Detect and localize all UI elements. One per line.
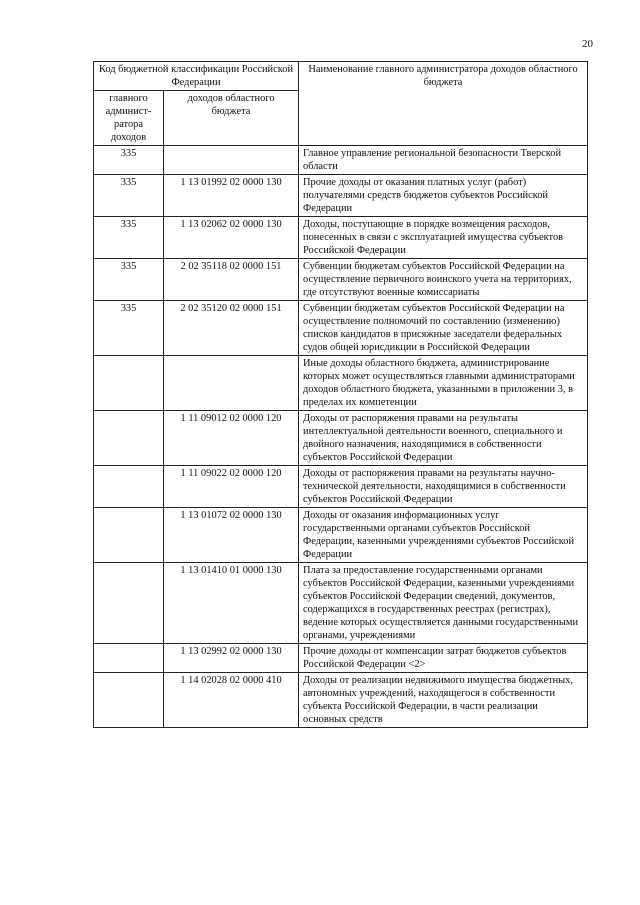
table-body — [94, 146, 588, 728]
name-cell: Доходы от реализации недвижимого имущества бюджетных, автономных учреждений, находящегося в собственности субъекта Российской Федерации, в части реализации основных средств — [299, 673, 588, 728]
name-cell: Прочие доходы от компенсации затрат бюджетов субъектов Российской Федерации <2> — [299, 644, 588, 673]
table-row — [94, 466, 588, 508]
header-name: Наименование главного администратора доходов областного бюджета — [299, 62, 588, 146]
name-cell: Доходы, поступающие в порядке возмещения расходов, понесенных в связи с эксплуатацией имущества субъектов Российской Федерации — [299, 217, 588, 259]
income-code-cell: 1 13 01992 02 0000 130 — [164, 175, 299, 217]
admin-code-cell — [94, 466, 164, 508]
table-row — [94, 146, 588, 175]
name-cell: Субвенции бюджетам субъектов Российской Федерации на осуществление полномочий по составлению (изменению) списков кандидатов в присяжные заседатели федеральных судов общей юрисдикции в Российской Федерации — [299, 301, 588, 356]
admin-code-cell — [94, 644, 164, 673]
table-row — [94, 259, 588, 301]
table-row — [94, 563, 588, 644]
income-code-cell: 2 02 35118 02 0000 151 — [164, 259, 299, 301]
name-cell: Доходы от оказания информационных услуг государственными органами субъектов Российской Федерации, казенными учреждениями субъектов Российской Федерации — [299, 508, 588, 563]
income-code-cell: 1 13 02062 02 0000 130 — [164, 217, 299, 259]
name-cell: Прочие доходы от оказания платных услуг (работ) получателями средств бюджетов субъектов Российской Федерации — [299, 175, 588, 217]
income-code-cell: 1 14 02028 02 0000 410 — [164, 673, 299, 728]
table-row — [94, 508, 588, 563]
admin-code-cell — [94, 411, 164, 466]
name-cell: Субвенции бюджетам субъектов Российской Федерации на осуществление первичного воинского учета на территориях, где отсутствуют военные комиссариаты — [299, 259, 588, 301]
page-number: 20 — [582, 38, 593, 50]
admin-code-cell — [94, 563, 164, 644]
admin-code-cell — [94, 356, 164, 411]
table-header — [94, 62, 588, 146]
income-code-cell: 2 02 35120 02 0000 151 — [164, 301, 299, 356]
admin-code-cell: 335 — [94, 146, 164, 175]
name-cell: Главное управление региональной безопасности Тверской области — [299, 146, 588, 175]
name-cell: Иные доходы областного бюджета, администрирование которых может осуществляться главными администраторами доходов областного бюджета, указанными в приложении 3, в пределах их компетенции — [299, 356, 588, 411]
income-code-cell: 1 13 01410 01 0000 130 — [164, 563, 299, 644]
header-kbk: Код бюджетной классификации Российской Федерации — [94, 62, 299, 91]
admin-code-cell — [94, 673, 164, 728]
table-row — [94, 644, 588, 673]
table-row — [94, 411, 588, 466]
table-row — [94, 175, 588, 217]
header-income: доходов областного бюджета — [164, 91, 299, 146]
income-code-cell: 1 11 09022 02 0000 120 — [164, 466, 299, 508]
income-code-cell: 1 11 09012 02 0000 120 — [164, 411, 299, 466]
income-code-cell — [164, 146, 299, 175]
header-admin: главного админист-ратора доходов — [94, 91, 164, 146]
admin-code-cell: 335 — [94, 175, 164, 217]
name-cell: Доходы от распоряжения правами на результаты интеллектуальной деятельности военного, специального и двойного назначения, находящимися в собственности субъектов Российской Федерации — [299, 411, 588, 466]
income-code-cell: 1 13 01072 02 0000 130 — [164, 508, 299, 563]
name-cell: Плата за предоставление государственными органами субъектов Российской Федерации, казенными учреждениями субъектов Российской Федерации сведений, документов, содержащихся в государственных реестрах (регистрах), ведение которых осуществляется данными государственными органами, учреждениями — [299, 563, 588, 644]
table-row — [94, 356, 588, 411]
admin-code-cell: 335 — [94, 259, 164, 301]
income-code-cell — [164, 356, 299, 411]
table-row — [94, 301, 588, 356]
name-cell: Доходы от распоряжения правами на результаты научно-технической деятельности, находящимися в собственности субъектов Российской Федерации — [299, 466, 588, 508]
admin-code-cell: 335 — [94, 301, 164, 356]
table-row — [94, 217, 588, 259]
admin-code-cell: 335 — [94, 217, 164, 259]
budget-classification-table — [93, 61, 588, 728]
admin-code-cell — [94, 508, 164, 563]
income-code-cell: 1 13 02992 02 0000 130 — [164, 644, 299, 673]
table-row — [94, 673, 588, 728]
